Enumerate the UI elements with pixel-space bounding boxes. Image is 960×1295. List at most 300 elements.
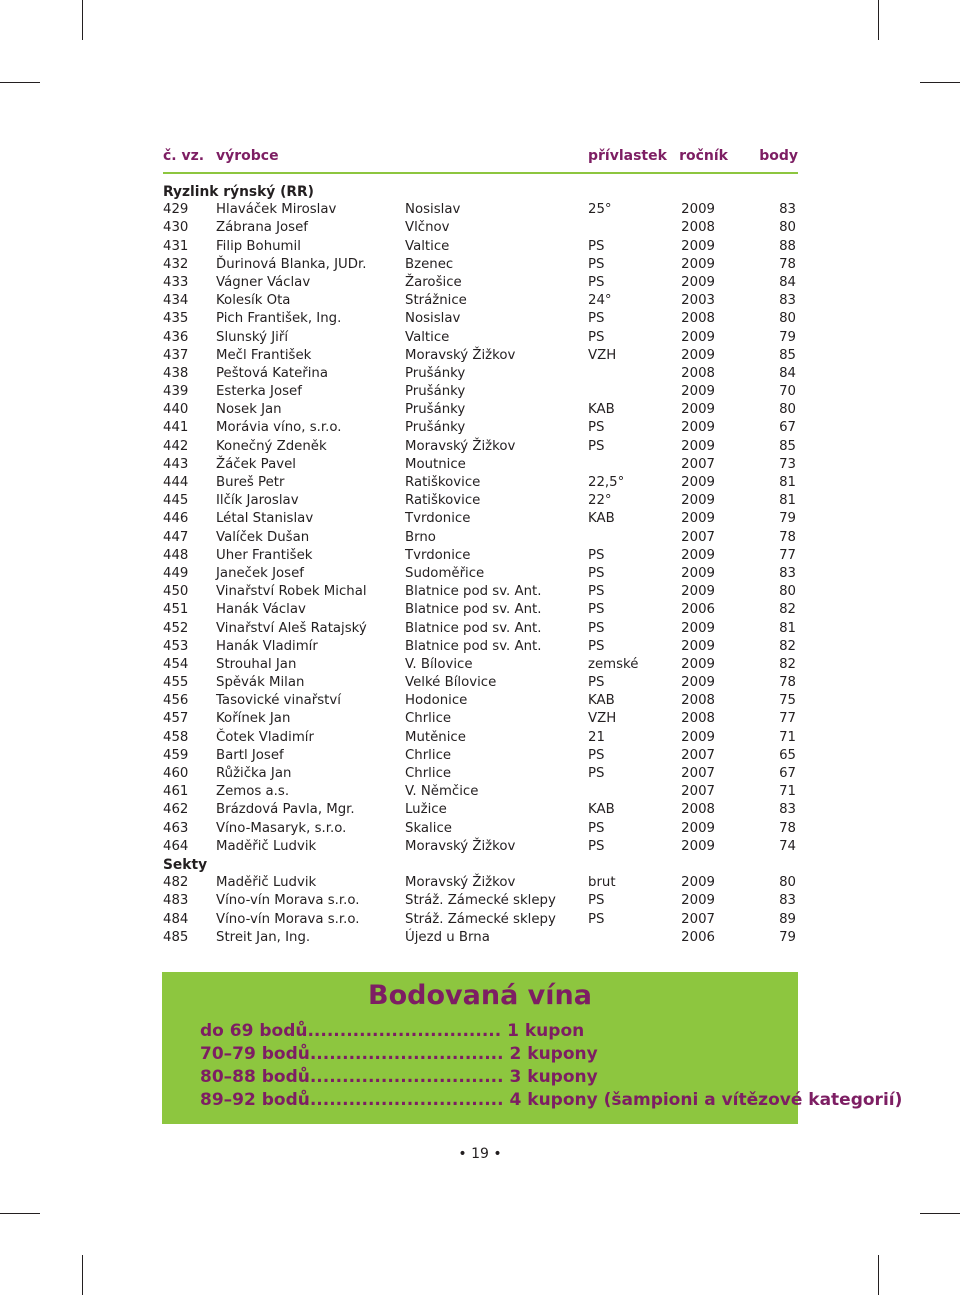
predicate: PS — [588, 838, 605, 854]
points: 82 — [779, 638, 796, 654]
producer: Víno-vín Morava s.r.o. — [216, 893, 360, 909]
predicate: PS — [588, 638, 605, 654]
table-row — [163, 529, 798, 547]
section-title-text: Sekty — [163, 856, 208, 873]
place: Mutěnice — [405, 729, 466, 745]
vintage: 2006 — [681, 602, 715, 618]
producer: Zemos a.s. — [216, 784, 290, 800]
sample-number: 451 — [163, 602, 189, 618]
vintage: 2007 — [681, 784, 715, 800]
vintage: 2009 — [681, 238, 715, 254]
producer: Hanák Vladimír — [216, 638, 318, 654]
wine-list — [163, 183, 798, 947]
sample-number: 433 — [163, 274, 189, 290]
vintage: 2009 — [681, 438, 715, 454]
sample-number: 429 — [163, 202, 189, 218]
sample-number: 440 — [163, 402, 189, 418]
sample-number: 483 — [163, 893, 189, 909]
table-row — [163, 492, 798, 510]
sample-number: 455 — [163, 675, 189, 691]
producer: Maděřič Ludvik — [216, 838, 317, 854]
table-row — [163, 892, 798, 910]
producer: Slunský Jiří — [216, 329, 289, 345]
place: Strážnice — [405, 293, 467, 309]
predicate: PS — [588, 911, 605, 927]
predicate: PS — [588, 893, 605, 909]
vintage: 2007 — [681, 529, 715, 545]
sample-number: 456 — [163, 693, 189, 709]
points: 80 — [779, 220, 796, 236]
table-row — [163, 274, 798, 292]
points: 81 — [779, 475, 796, 490]
crop-mark — [0, 1213, 40, 1214]
producer: Esterka Josef — [216, 384, 302, 400]
producer: Kořínek Jan — [216, 711, 291, 727]
vintage: 2009 — [681, 493, 715, 509]
points: 80 — [779, 402, 796, 418]
vintage: 2003 — [681, 293, 715, 309]
table-row — [163, 692, 798, 710]
section-title — [163, 183, 798, 201]
predicate: KAB — [588, 802, 615, 818]
place: Tvrdonice — [405, 547, 471, 563]
vintage: 2009 — [681, 584, 715, 600]
place: Blatnice pod sv. Ant. — [405, 602, 542, 618]
sample-number: 446 — [163, 511, 189, 527]
points: 71 — [779, 784, 796, 800]
place: Brno — [405, 529, 436, 545]
predicate: KAB — [588, 511, 615, 527]
predicate: PS — [588, 747, 605, 763]
predicate: PS — [588, 565, 605, 581]
points: 71 — [779, 729, 796, 745]
place: Moutnice — [405, 456, 466, 472]
table-row — [163, 911, 798, 929]
producer: Nosek Jan — [216, 402, 282, 418]
place: Skalice — [405, 820, 452, 836]
sample-number: 435 — [163, 311, 189, 327]
sample-number: 484 — [163, 911, 189, 927]
scoring-row: 70–79 bodů.............................. 2 kupony — [200, 1044, 598, 1064]
table-row — [163, 310, 798, 328]
predicate: PS — [588, 602, 605, 618]
sample-number: 458 — [163, 729, 189, 745]
place: Prušánky — [405, 384, 466, 400]
header-predicate: přívlastek — [588, 148, 667, 164]
points: 89 — [779, 911, 796, 927]
predicate: VZH — [588, 711, 617, 727]
points: 80 — [779, 584, 796, 600]
points: 84 — [779, 365, 796, 381]
points: 65 — [779, 747, 796, 763]
scoring-title: Bodovaná vína — [368, 980, 592, 1011]
vintage: 2009 — [681, 620, 715, 636]
points: 83 — [779, 565, 796, 581]
predicate: KAB — [588, 693, 615, 709]
place: Velké Bílovice — [405, 675, 497, 691]
predicate: PS — [588, 620, 605, 636]
table-row — [163, 801, 798, 819]
predicate: VZH — [588, 347, 617, 363]
place: Prušánky — [405, 420, 466, 436]
place: Bzenec — [405, 256, 454, 272]
predicate: PS — [588, 675, 605, 691]
place: Blatnice pod sv. Ant. — [405, 638, 542, 654]
vintage: 2009 — [681, 675, 715, 691]
points: 81 — [779, 620, 796, 636]
vintage: 2009 — [681, 729, 715, 745]
producer: Hanák Václav — [216, 602, 306, 618]
section-title-text: Ryzlink rýnský (RR) — [163, 184, 314, 200]
place: Chrlice — [405, 766, 452, 781]
producer: Pich František, Ing. — [216, 311, 342, 327]
sample-number: 437 — [163, 347, 189, 363]
sample-number: 442 — [163, 438, 189, 454]
points: 83 — [779, 893, 796, 909]
vintage: 2009 — [681, 274, 715, 290]
table-row — [163, 219, 798, 237]
table-row — [163, 674, 798, 692]
sample-number: 439 — [163, 384, 189, 400]
points: 67 — [779, 420, 796, 436]
table-row — [163, 601, 798, 619]
place: Nosislav — [405, 202, 461, 218]
producer: Vágner Václav — [216, 274, 311, 290]
vintage: 2007 — [681, 456, 715, 472]
sample-number: 444 — [163, 475, 189, 490]
table-row — [163, 656, 798, 674]
sample-number: 445 — [163, 493, 189, 509]
table-row — [163, 456, 798, 474]
place: V. Bílovice — [405, 656, 473, 672]
sample-number: 443 — [163, 456, 189, 472]
producer: Vinařství Aleš Ratajský — [216, 620, 367, 636]
predicate: 25° — [588, 202, 612, 218]
sample-number: 449 — [163, 565, 189, 581]
header-rule — [163, 172, 798, 174]
page-number: • 19 • — [458, 1146, 502, 1162]
predicate: PS — [588, 274, 605, 290]
vintage: 2009 — [681, 384, 715, 400]
place: Hodonice — [405, 693, 468, 709]
table-row — [163, 347, 798, 365]
predicate: 24° — [588, 293, 612, 309]
header-producer: výrobce — [216, 148, 279, 164]
table-row — [163, 929, 798, 947]
scoring-row: 89–92 bodů.............................. 4 kupony (šampioni a vítězové kategorií) — [200, 1090, 903, 1110]
producer: Hlaváček Miroslav — [216, 202, 337, 218]
producer: Víno-vín Morava s.r.o. — [216, 911, 360, 927]
sample-number: 450 — [163, 584, 189, 600]
predicate: 22,5° — [588, 475, 625, 490]
points: 78 — [779, 256, 796, 272]
points: 79 — [779, 929, 796, 945]
crop-mark — [920, 82, 960, 83]
sample-number: 460 — [163, 766, 189, 781]
table-header — [163, 146, 798, 168]
producer: Létal Stanislav — [216, 511, 314, 527]
vintage: 2009 — [681, 565, 715, 581]
predicate: PS — [588, 256, 605, 272]
place: Blatnice pod sv. Ant. — [405, 620, 542, 636]
place: Moravský Žižkov — [405, 838, 516, 854]
table-row — [163, 565, 798, 583]
vintage: 2008 — [681, 365, 715, 381]
place: Prušánky — [405, 402, 466, 418]
producer: Filip Bohumil — [216, 238, 301, 254]
points: 75 — [779, 693, 796, 709]
points: 82 — [779, 656, 796, 672]
producer: Růžička Jan — [216, 766, 292, 781]
producer: Bartl Josef — [216, 747, 284, 763]
predicate: PS — [588, 311, 605, 327]
table-row — [163, 365, 798, 383]
vintage: 2008 — [681, 220, 715, 236]
vintage: 2009 — [681, 875, 715, 891]
points: 83 — [779, 202, 796, 218]
place: Újezd u Brna — [405, 929, 490, 945]
vintage: 2008 — [681, 711, 715, 727]
predicate: PS — [588, 420, 605, 436]
vintage: 2006 — [681, 929, 715, 945]
place: Žarošice — [405, 274, 462, 290]
crop-mark — [878, 0, 879, 40]
sample-number: 447 — [163, 529, 189, 545]
table-row — [163, 510, 798, 528]
producer: Vinařství Robek Michal — [216, 584, 367, 600]
vintage: 2008 — [681, 311, 715, 327]
crop-mark — [82, 0, 83, 40]
sample-number: 463 — [163, 820, 189, 836]
predicate: PS — [588, 238, 605, 254]
points: 81 — [779, 493, 796, 509]
table-row — [163, 583, 798, 601]
vintage: 2009 — [681, 475, 715, 490]
vintage: 2009 — [681, 402, 715, 418]
sample-number: 485 — [163, 929, 189, 945]
place: Ratiškovice — [405, 475, 481, 490]
table-row — [163, 710, 798, 728]
place: Stráž. Zámecké sklepy — [405, 893, 556, 909]
vintage: 2008 — [681, 802, 715, 818]
table-row — [163, 547, 798, 565]
sample-number: 432 — [163, 256, 189, 272]
predicate: KAB — [588, 402, 615, 418]
sample-number: 448 — [163, 547, 189, 563]
crop-mark — [878, 1255, 879, 1295]
vintage: 2009 — [681, 202, 715, 218]
points: 73 — [779, 456, 796, 472]
sample-number: 454 — [163, 656, 189, 672]
scoring-list — [200, 1020, 902, 1112]
predicate: brut — [588, 875, 616, 891]
points: 78 — [779, 529, 796, 545]
scoring-row: do 69 bodů.............................. 1 kupon — [200, 1021, 585, 1041]
vintage: 2009 — [681, 838, 715, 854]
table-row — [163, 383, 798, 401]
table-row — [163, 238, 798, 256]
predicate: 22° — [588, 493, 612, 509]
sample-number: 459 — [163, 747, 189, 763]
crop-mark — [920, 1213, 960, 1214]
points: 77 — [779, 547, 796, 563]
place: Moravský Žižkov — [405, 347, 516, 363]
table-row — [163, 292, 798, 310]
place: Moravský Žižkov — [405, 438, 516, 454]
sample-number: 431 — [163, 238, 189, 254]
producer: Ďurinová Blanka, JUDr. — [216, 256, 367, 272]
place: Ratiškovice — [405, 493, 481, 509]
predicate: PS — [588, 547, 605, 563]
table-row — [163, 438, 798, 456]
points: 80 — [779, 311, 796, 327]
producer: Mečl František — [216, 347, 312, 363]
producer: Bureš Petr — [216, 475, 285, 490]
points: 84 — [779, 274, 796, 290]
place: Vlčnov — [405, 220, 450, 236]
vintage: 2009 — [681, 420, 715, 436]
points: 67 — [779, 766, 796, 781]
place: Sudoměřice — [405, 565, 485, 581]
vintage: 2009 — [681, 893, 715, 909]
sample-number: 482 — [163, 875, 189, 891]
place: Valtice — [405, 238, 450, 254]
place: Stráž. Zámecké sklepy — [405, 911, 556, 927]
place: Tvrdonice — [405, 511, 471, 527]
crop-mark — [0, 82, 40, 83]
producer: Ilčík Jaroslav — [216, 493, 299, 509]
table-row — [163, 329, 798, 347]
sample-number: 441 — [163, 420, 189, 436]
vintage: 2008 — [681, 693, 715, 709]
table-row — [163, 765, 798, 783]
sample-number: 462 — [163, 802, 189, 818]
producer: Tasovické vinařství — [216, 693, 341, 709]
points: 78 — [779, 675, 796, 691]
place: Nosislav — [405, 311, 461, 327]
table-row — [163, 401, 798, 419]
vintage: 2007 — [681, 747, 715, 763]
header-num: č. vz. — [163, 148, 205, 164]
points: 83 — [779, 293, 796, 309]
vintage: 2009 — [681, 511, 715, 527]
place: Valtice — [405, 329, 450, 345]
producer: Spěvák Milan — [216, 675, 305, 691]
points: 80 — [779, 875, 796, 891]
predicate: 21 — [588, 729, 605, 745]
producer: Strouhal Jan — [216, 656, 297, 672]
crop-mark — [82, 1255, 83, 1295]
table-row — [163, 201, 798, 219]
producer: Víno-Masaryk, s.r.o. — [216, 820, 347, 836]
vintage: 2009 — [681, 656, 715, 672]
producer: Streit Jan, Ing. — [216, 929, 311, 945]
table-row — [163, 620, 798, 638]
producer: Čotek Vladimír — [216, 729, 314, 745]
points: 82 — [779, 602, 796, 618]
vintage: 2009 — [681, 256, 715, 272]
vintage: 2009 — [681, 547, 715, 563]
producer: Morávia víno, s.r.o. — [216, 420, 342, 436]
points: 79 — [779, 511, 796, 527]
producer: Maděřič Ludvik — [216, 875, 317, 891]
producer: Valíček Dušan — [216, 529, 310, 545]
table-row — [163, 838, 798, 856]
table-row — [163, 638, 798, 656]
points: 85 — [779, 438, 796, 454]
vintage: 2009 — [681, 347, 715, 363]
producer: Zábrana Josef — [216, 220, 308, 236]
producer: Konečný Zdeněk — [216, 438, 327, 454]
sample-number: 457 — [163, 711, 189, 727]
points: 88 — [779, 238, 796, 254]
predicate: PS — [588, 329, 605, 345]
points: 85 — [779, 347, 796, 363]
predicate: PS — [588, 820, 605, 836]
vintage: 2007 — [681, 911, 715, 927]
points: 77 — [779, 711, 796, 727]
vintage: 2009 — [681, 329, 715, 345]
sample-number: 461 — [163, 784, 189, 800]
header-points: body — [759, 148, 798, 164]
place: Prušánky — [405, 365, 466, 381]
points: 83 — [779, 802, 796, 818]
table-row — [163, 820, 798, 838]
table-row — [163, 874, 798, 892]
sample-number: 438 — [163, 365, 189, 381]
place: Blatnice pod sv. Ant. — [405, 584, 542, 600]
scoring-row: 80–88 bodů.............................. 3 kupony — [200, 1067, 598, 1087]
producer: Kolesík Ota — [216, 293, 291, 309]
place: Chrlice — [405, 747, 452, 763]
table-row — [163, 474, 798, 492]
points: 70 — [779, 384, 796, 400]
scoring-box — [162, 972, 903, 1124]
predicate: PS — [588, 438, 605, 454]
sample-number: 464 — [163, 838, 189, 854]
sample-number: 452 — [163, 620, 189, 636]
vintage: 2009 — [681, 638, 715, 654]
producer: Brázdová Pavla, Mgr. — [216, 802, 355, 818]
predicate: zemské — [588, 656, 639, 672]
place: Chrlice — [405, 711, 452, 727]
producer: Peštová Kateřina — [216, 365, 329, 381]
header-year: ročník — [679, 148, 728, 164]
section-title — [163, 856, 798, 874]
sample-number: 436 — [163, 329, 189, 345]
table-row — [163, 783, 798, 801]
points: 78 — [779, 820, 796, 836]
sample-number: 430 — [163, 220, 189, 236]
sample-number: 453 — [163, 638, 189, 654]
producer: Janeček Josef — [216, 565, 304, 581]
table-row — [163, 729, 798, 747]
place: Lužice — [405, 802, 447, 818]
place: Moravský Žižkov — [405, 875, 516, 891]
predicate: PS — [588, 584, 605, 600]
table-row — [163, 419, 798, 437]
points: 74 — [779, 838, 796, 854]
table-row — [163, 747, 798, 765]
producer: Žáček Pavel — [216, 456, 296, 472]
sample-number: 434 — [163, 293, 189, 309]
table-row — [163, 256, 798, 274]
vintage: 2009 — [681, 820, 715, 836]
producer: Uher František — [216, 547, 313, 563]
place: V. Němčice — [405, 784, 479, 800]
points: 79 — [779, 329, 796, 345]
vintage: 2007 — [681, 766, 715, 781]
